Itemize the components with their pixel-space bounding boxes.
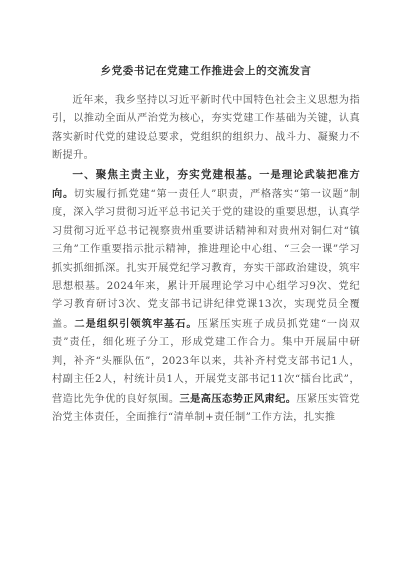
point-3-heading: 三是高压态势正风肃纪。	[179, 392, 297, 405]
point-1-text: 切实履行抓党建“第一责任人”职责，严格落实“第一议题”制度，深入学习贯彻习近平总书记关于党的建设的重要思想，认真学习贯彻习近平总书记视察贵州重要讲话精神和对贵州对铜仁对“镇三角”工作重要指示批示精神，推进理论中心组、“三会一课”学习抓实抓细抓深。扎实开展党纪学习教育，夯实干部政治建设，筑牢思想根基。2024年来，累计开展理论学习中心组学习9次、党纪学习教育研讨3次、党支部书记讲纪律党课13次，实现党员全覆盖。	[52, 189, 360, 330]
section-1-heading: 一、聚焦主责主业，夯实党建根基。	[72, 168, 260, 181]
document-title: 乡党委书记在党建工作推进会上的交流发言	[100, 65, 312, 77]
point-2-text: 压紧压实班子成员抓党建“一岗双责”责任，细化班子分工，形成党建工作合力。集中开展届中研判，补齐“头雁队伍”，2023年以来，共补齐村党支部书记1人，村副主任2人，村统计员1人，开展党支部书记11次“擂台比武”，营造比先争优的良好氛围。	[52, 318, 360, 405]
section-1-paragraph	[52, 166, 360, 428]
intro-paragraph: 近年来，我乡坚持以习近平新时代中国特色社会主义思想为指引，以推动全面从严治党为核心，夯实党建工作基础为关键，认真落实新时代党的建设总要求，党组织的组织力、战斗力、凝聚力不断提升。	[52, 95, 360, 162]
point-2-heading: 二是组织引领筑牢基石。	[74, 317, 198, 330]
point-1-heading: 一是理论武装把准方向。	[52, 168, 360, 201]
point-3-text: 压紧压实管党治党主体责任，全面推行“清单制+责任制”工作方法，扎实推	[52, 393, 360, 423]
